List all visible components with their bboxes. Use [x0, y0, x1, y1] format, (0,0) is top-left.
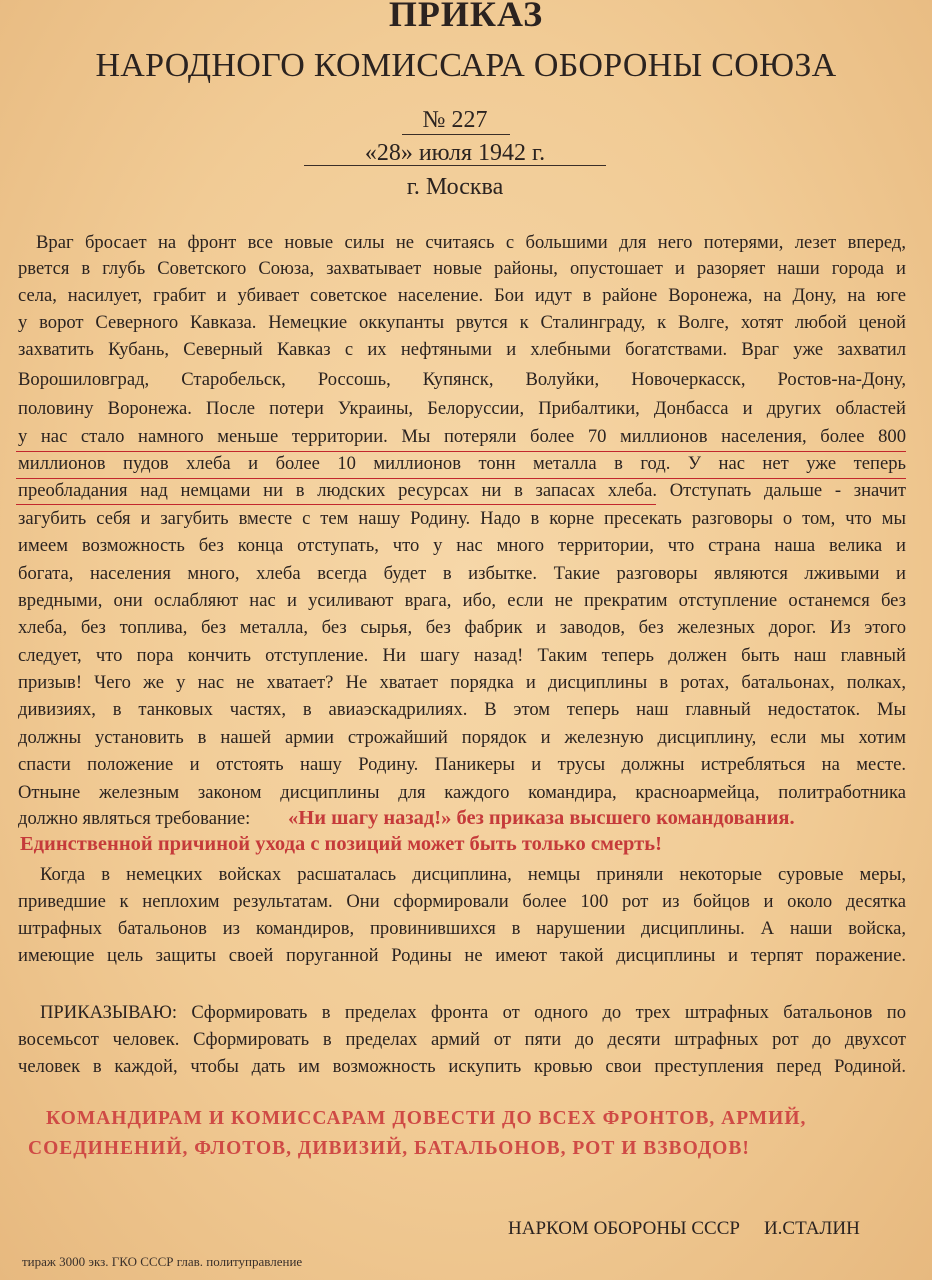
body-line: преобладания над немцами ни в людских ресурсах ни в запасах хлеба. Отступать дальше - значит	[18, 480, 906, 501]
body-line: миллионов пудов хлеба и более 10 миллионов тонн металла в год. У нас нет уже теперь	[18, 453, 906, 474]
body-line: загубить себя и загубить вместе с тем нашу Родину. Надо в корне пресекать разговоры о том, что мы	[18, 508, 906, 529]
slogan-no-retreat: «Ни шагу назад!» без приказа высшего командования.	[288, 807, 795, 829]
body-line: человек в каждой, чтобы дать им возможность искупить кровью свои преступления перед Родиной.	[18, 1056, 906, 1077]
body-line: половину Воронежа. После потери Украины, Белоруссии, Прибалтики, Донбасса и других областей	[18, 398, 906, 419]
body-line: приведшие к неплохим результатам. Они сформировали более 100 рот из бойцов и около десятка	[18, 891, 906, 912]
print-run-note: тираж 3000 экз. ГКО СССР глав. политуправление	[22, 1254, 303, 1269]
body-line: у нас стало намного меньше территории. Мы потеряли более 70 миллионов населения, более 800	[18, 426, 906, 447]
body-line: Враг бросает на фронт все новые силы не считаясь с большими для него потерями, лезет вперед,	[36, 232, 906, 253]
underline-mark	[16, 504, 656, 505]
body-line: захватить Кубань, Северный Кавказ с их нефтяными и хлебными богатствами. Враг уже захватил	[18, 339, 906, 360]
body-line: следует, что пора кончить отступление. Ни шагу назад! Таким теперь должен быть наш главный	[18, 645, 906, 666]
body-line: хлеба, без топлива, без металла, без сырья, без фабрик и заводов, без железных дорог. Из этого	[18, 617, 906, 638]
body-line: дивизиях, в танковых частях, в авиаэскадрилиях. В этом теперь наш главный недостаток. Мы	[18, 699, 906, 720]
signature-position: НАРКОМ ОБОРОНЫ СССР	[508, 1218, 740, 1239]
number-underline	[402, 134, 510, 135]
body-line: должно являться требование:	[18, 808, 251, 829]
body-line: Ворошиловград, Старобельск, Россошь, Купянск, Волуйки, Новочеркасск, Ростов-на-Дону,	[18, 369, 906, 390]
body-line: призыв! Чего же у нас не хватает? Не хватает порядка и дисциплины в ротах, батальонах, полках,	[18, 672, 906, 693]
body-line: Когда в немецких войсках расшаталась дисциплина, немцы приняли некоторые суровые меры,	[40, 864, 906, 885]
call-to-action-line: КОМАНДИРАМ И КОМИССАРАМ ДОВЕСТИ ДО ВСЕХ ФРОНТОВ, АРМИЙ,	[46, 1108, 807, 1129]
body-line: имеющие цель защиты своей поруганной Родины не имеют такой дисциплины и терпят поражение.	[18, 945, 906, 966]
order-city: г. Москва	[406, 174, 504, 200]
date-underline	[304, 165, 606, 166]
body-line: спасти положение и отстоять нашу Родину. Паникеры и трусы должны истребляться на месте.	[18, 754, 906, 775]
body-line: вредными, они ослабляют нас и усиливают врага, ибо, если не прекратим отступление останемся без	[18, 590, 906, 611]
body-line: богата, населения много, хлеба всегда будет в избытке. Такие разговоры являются лживыми и	[18, 563, 906, 584]
order-title: ПРИКАЗ	[388, 0, 544, 34]
signature-name: И.СТАЛИН	[763, 1218, 860, 1239]
slogan-only-death: Единственной причиной ухода с позиций может быть только смерть!	[20, 833, 662, 855]
order-number: № 227	[422, 107, 488, 133]
call-to-action-line: СОЕДИНЕНИЙ, ФЛОТОВ, ДИВИЗИЙ, БАТАЛЬОНОВ, РОТ И ВЗВОДОВ!	[28, 1138, 750, 1159]
order-date: «28» июля 1942 г.	[364, 140, 546, 166]
body-line: села, насилует, грабит и убивает советское население. Бои идут в районе Воронежа, на Дону, на юге	[18, 285, 906, 306]
body-line: у ворот Северного Кавказа. Немецкие оккупанты рвутся к Сталинграду, к Волге, хотят любой ценой	[18, 312, 906, 333]
signature-block	[508, 1217, 860, 1241]
body-line: рвется в глубь Советского Союза, захватывает новые районы, опустошает и разоряет наши города и	[18, 258, 906, 279]
body-line: восемьсот человек. Сформировать в пределах армий от пяти до десяти штрафных рот до двухсот	[18, 1029, 906, 1050]
body-line: должны установить в нашей армии строжайший порядок и железную дисциплину, если мы хотим	[18, 727, 906, 748]
body-line: имеем возможность без конца отступать, что у нас много территории, что страна наша велика и	[18, 535, 906, 556]
order-subtitle: НАРОДНОГО КОМИССАРА ОБОРОНЫ СОЮЗА	[95, 47, 837, 84]
body-line: ПРИКАЗЫВАЮ: Сформировать в пределах фронта от одного до трех штрафных батальонов по	[40, 1002, 906, 1023]
body-line: Отныне железным законом дисциплины для каждого командира, красноармейца, политработника	[18, 782, 906, 803]
body-line: штрафных батальонов из командиров, провинившихся в нарушении дисциплины. А наши войска,	[18, 918, 906, 939]
